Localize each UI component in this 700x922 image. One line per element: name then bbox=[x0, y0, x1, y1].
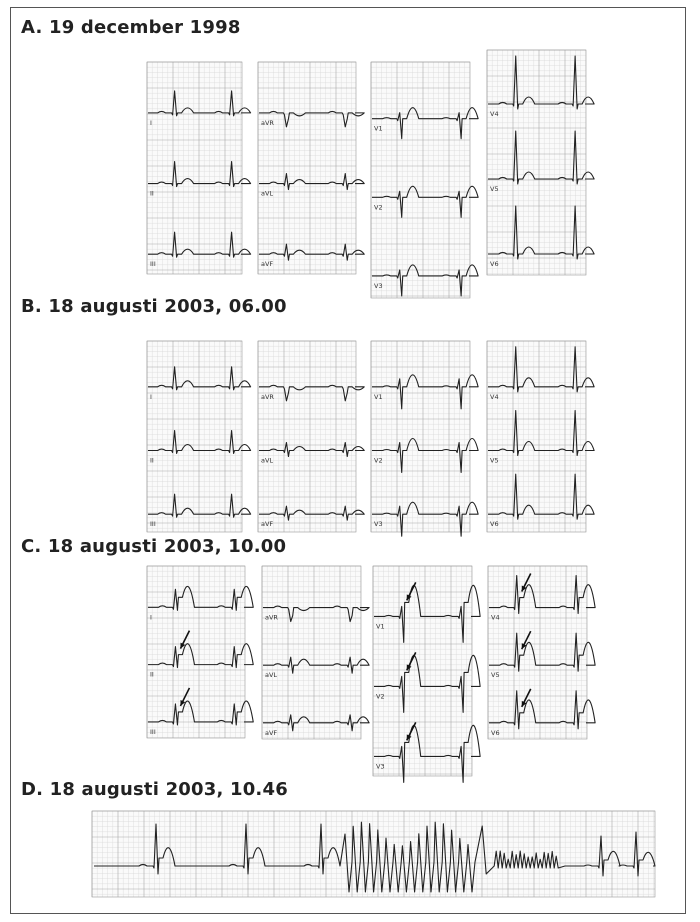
lead-label: V2 bbox=[376, 692, 385, 701]
lead-label: aVL bbox=[265, 671, 278, 680]
panel-c-lead-group-1 bbox=[147, 566, 253, 738]
lead-label: aVF bbox=[261, 520, 274, 529]
lead-label: V6 bbox=[491, 728, 500, 737]
lead-label: V3 bbox=[374, 520, 383, 529]
lead-label: II bbox=[150, 189, 154, 198]
grid-background bbox=[373, 566, 472, 776]
lead-label: aVR bbox=[261, 392, 274, 401]
grid-background bbox=[147, 62, 242, 274]
grid-background bbox=[371, 62, 470, 298]
panel-b-lead-group-4 bbox=[487, 341, 594, 532]
lead-label: II bbox=[150, 456, 154, 465]
grid-background bbox=[147, 341, 242, 532]
lead-label: I bbox=[150, 613, 152, 622]
lead-label: V1 bbox=[374, 392, 383, 401]
lead-label: V4 bbox=[490, 110, 499, 118]
lead-label: aVR bbox=[261, 118, 274, 127]
panel-a-lead-group-1 bbox=[147, 62, 251, 274]
lead-label: aVR bbox=[265, 613, 278, 622]
lead-label: III bbox=[150, 260, 156, 269]
lead-label: aVF bbox=[265, 728, 278, 737]
lead-label: V5 bbox=[491, 671, 500, 680]
lead-label: III bbox=[150, 520, 156, 529]
lead-label: V3 bbox=[374, 281, 383, 290]
lead-label: V5 bbox=[490, 456, 499, 465]
panel-c-lead-group-3 bbox=[373, 566, 480, 782]
grid-background bbox=[371, 341, 470, 532]
grid-background bbox=[487, 50, 586, 275]
panel-a-title: A. 19 december 1998 bbox=[21, 17, 241, 38]
panel-a-lead-group-2 bbox=[258, 62, 364, 274]
panel-b-title: B. 18 augusti 2003, 06.00 bbox=[21, 296, 287, 317]
lead-label: aVL bbox=[261, 189, 274, 198]
lead-label: V4 bbox=[491, 613, 500, 622]
lead-label: V6 bbox=[490, 260, 499, 268]
lead-label: V1 bbox=[376, 622, 385, 631]
panel-b-lead-group-3 bbox=[371, 341, 478, 536]
lead-label: V2 bbox=[374, 203, 383, 212]
lead-label: aVL bbox=[261, 456, 274, 465]
lead-label: II bbox=[150, 670, 154, 679]
panel-a-lead-group-4 bbox=[487, 50, 594, 275]
lead-label: I bbox=[150, 392, 152, 401]
panel-c-lead-group-4 bbox=[488, 566, 595, 739]
grid-background bbox=[487, 341, 586, 532]
panel-a-lead-group-3 bbox=[371, 62, 478, 298]
lead-label: I bbox=[150, 118, 152, 127]
lead-label: V2 bbox=[374, 456, 383, 465]
lead-label: V5 bbox=[490, 185, 499, 193]
panel-d-rhythm-strip bbox=[92, 811, 655, 897]
panel-b-lead-group-2 bbox=[258, 341, 364, 532]
lead-label: aVF bbox=[261, 260, 274, 269]
lead-label: V1 bbox=[374, 124, 383, 133]
panel-c-title: C. 18 augusti 2003, 10.00 bbox=[21, 536, 287, 557]
panel-c-lead-group-2 bbox=[262, 566, 369, 739]
lead-label: III bbox=[150, 727, 156, 736]
lead-label: V3 bbox=[376, 762, 385, 771]
panel-b-lead-group-1 bbox=[147, 341, 251, 532]
panel-d-title: D. 18 augusti 2003, 10.46 bbox=[21, 779, 288, 800]
lead-label: V6 bbox=[490, 520, 499, 529]
lead-label: V4 bbox=[490, 392, 499, 401]
